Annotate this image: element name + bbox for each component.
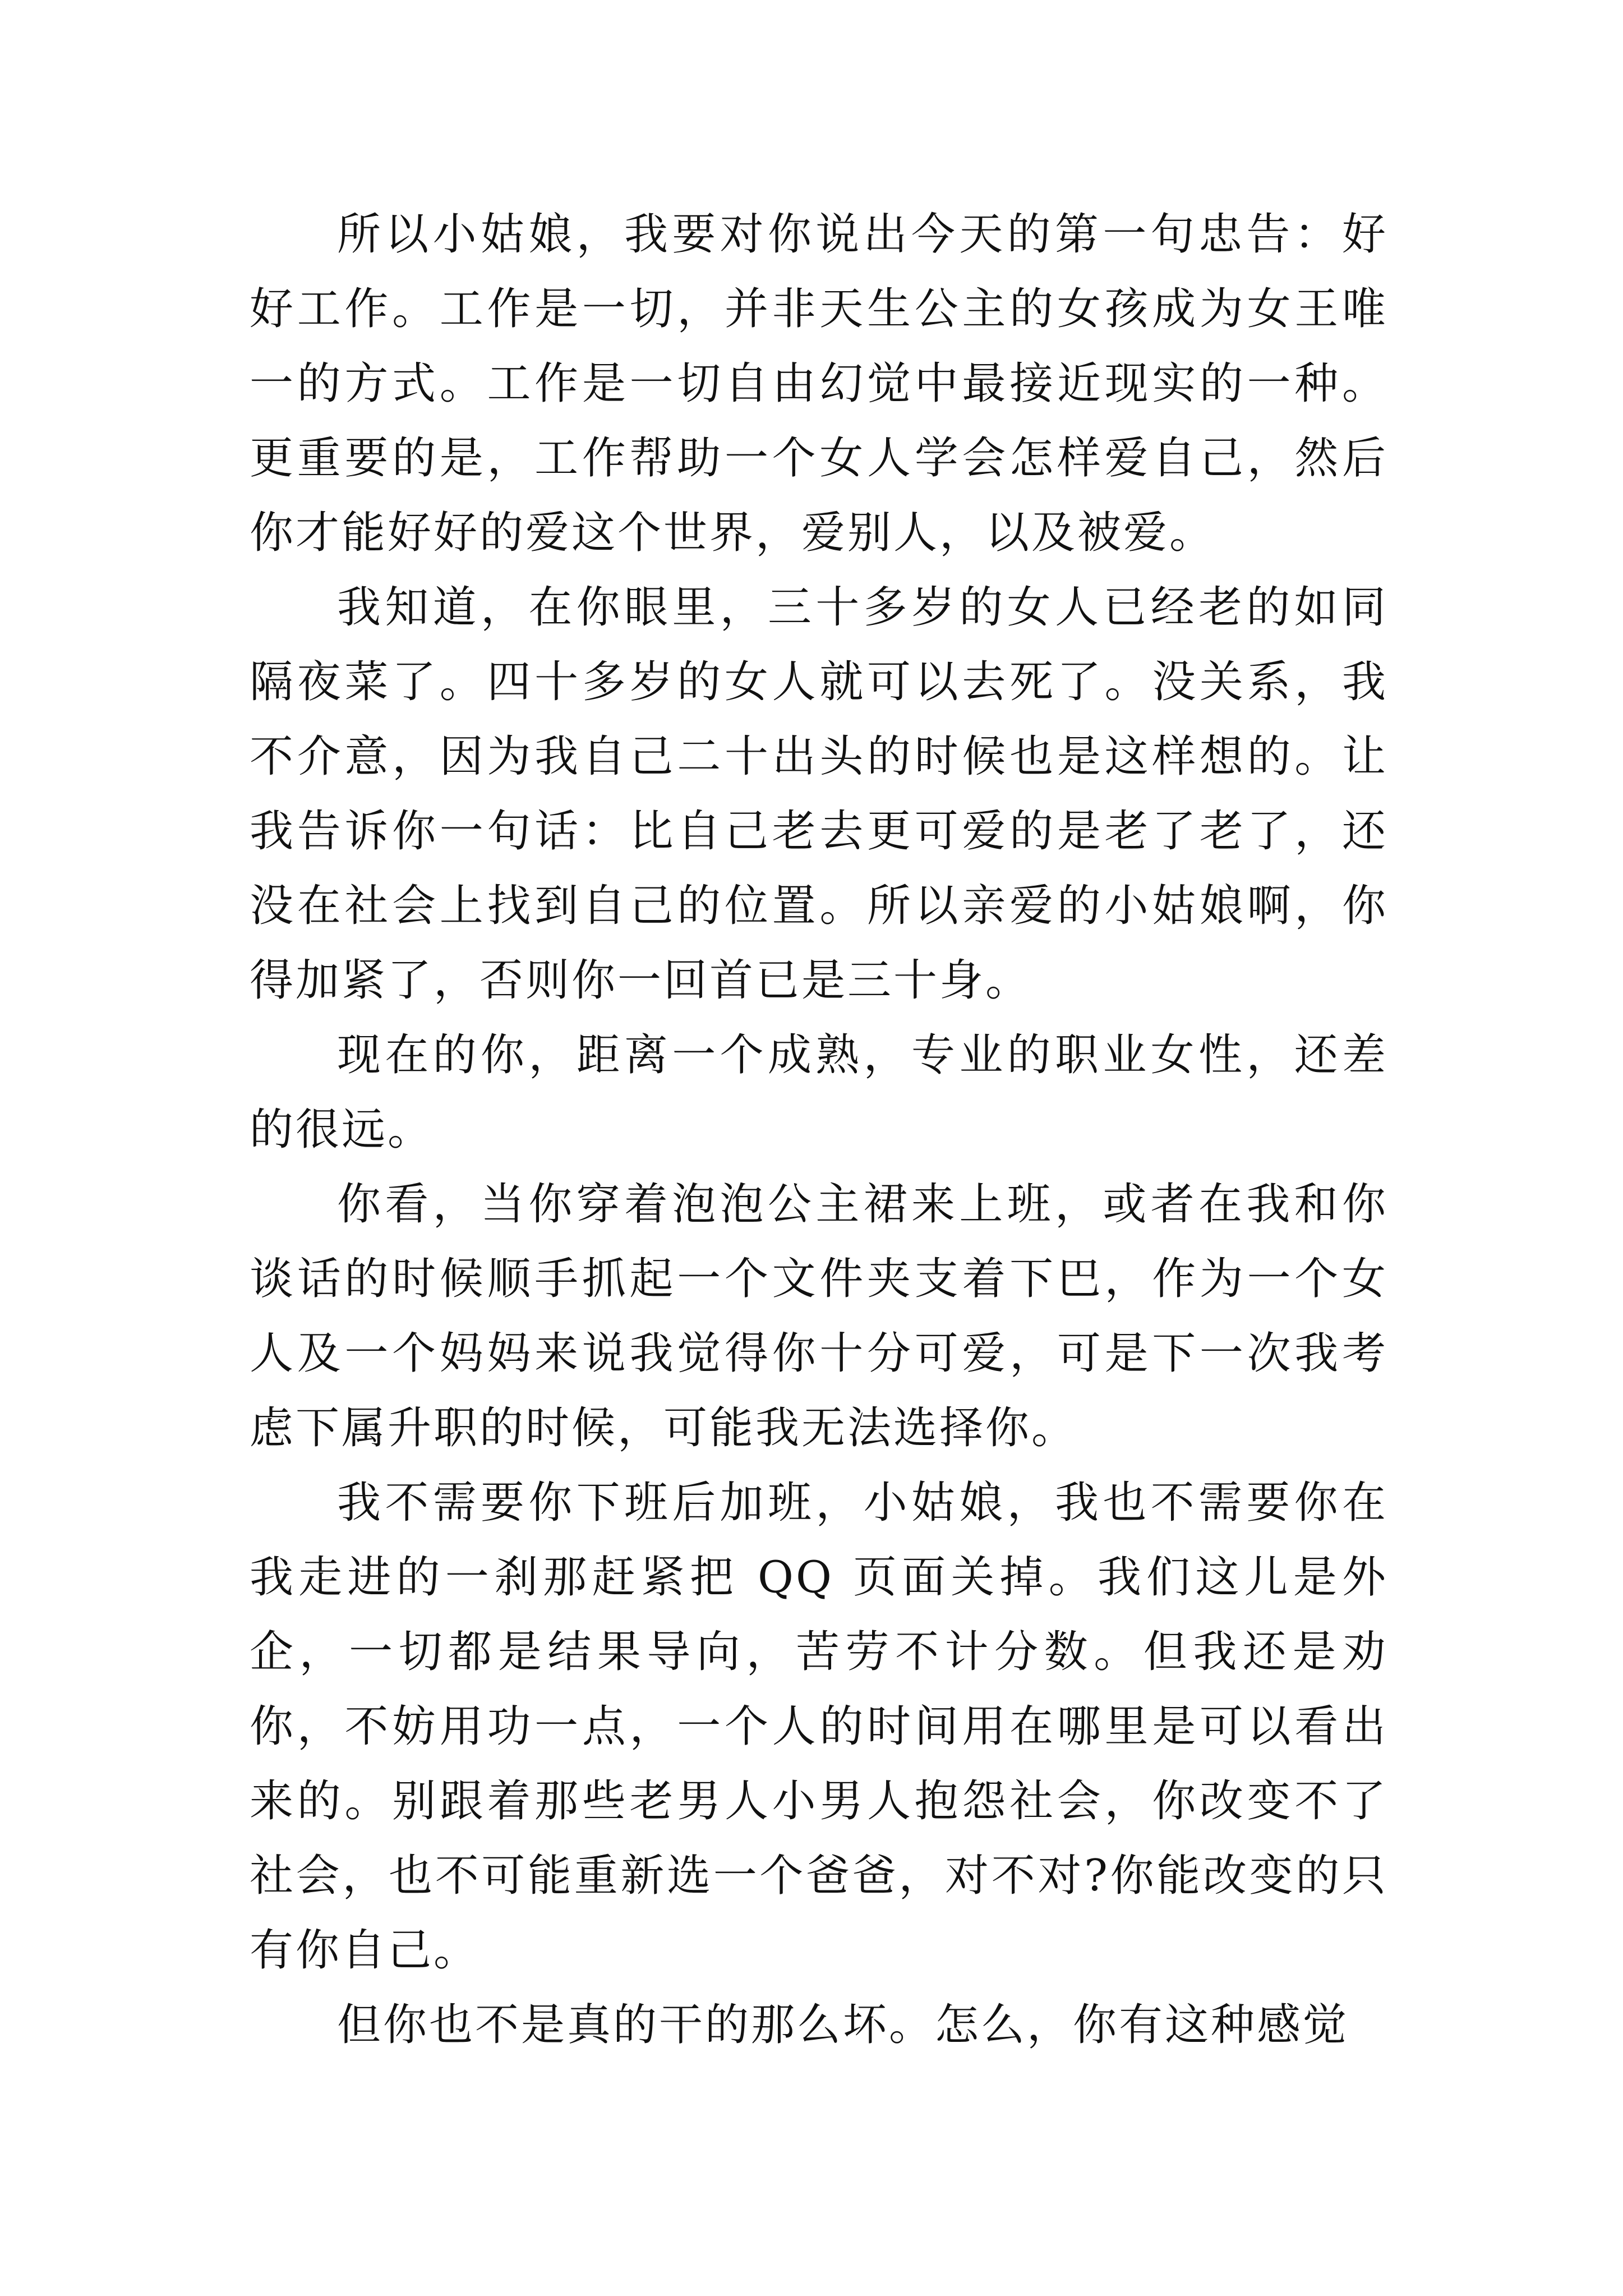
paragraph-2: 我知道，在你眼里，三十多岁的女人已经老的如同隔夜菜了。四十多岁的女人就可以去死了。没关系，我不介意，因为我自己二十出头的时候也是这样想的。让我告诉你一句话：比自己老去更可爱的是老了老了，还没在社会上找到自己的位置。所以亲爱的小姑娘啊，你得加紧了，否则你一回首已是三十身。 bbox=[250, 582, 1388, 1006]
paragraph-1: 所以小姑娘，我要对你说出今天的第一句忠告：好好工作。工作是一切，并非天生公主的女孩成为女王唯一的方式。工作是一切自由幻觉中最接近现实的一种。更重要的是，工作帮助一个女人学会怎样爱自己，然后你才能好好的爱这个世界，爱别人，以及被爱。 bbox=[250, 209, 1388, 558]
paragraph-5: 我不需要你下班后加班，小姑娘，我也不需要你在我走进的一刹那赶紧把 QQ 页面关掉。我们这儿是外企，一切都是结果导向，苦劳不计分数。但我还是劝你，不妨用功一点，一个人的时间用在哪里是可以看出来的。别跟着那些老男人小男人抱怨社会，你改变不了社会，也不可能重新选一个爸爸，对不对?你能改变的只有你自己。 bbox=[250, 1478, 1388, 1976]
body-text bbox=[250, 197, 1388, 2063]
paragraph-4: 你看，当你穿着泡泡公主裙来上班，或者在我和你谈话的时候顺手抓起一个文件夹支着下巴，作为一个女人及一个妈妈来说我觉得你十分可爱，可是下一次我考虑下属升职的时候，可能我无法选择你。 bbox=[250, 1179, 1388, 1453]
paragraph-6: 但你也不是真的干的那么坏。怎么，你有这种感觉 bbox=[337, 2000, 1349, 2050]
paragraph-3: 现在的你，距离一个成熟，专业的职业女性，还差的很远。 bbox=[250, 1030, 1388, 1155]
